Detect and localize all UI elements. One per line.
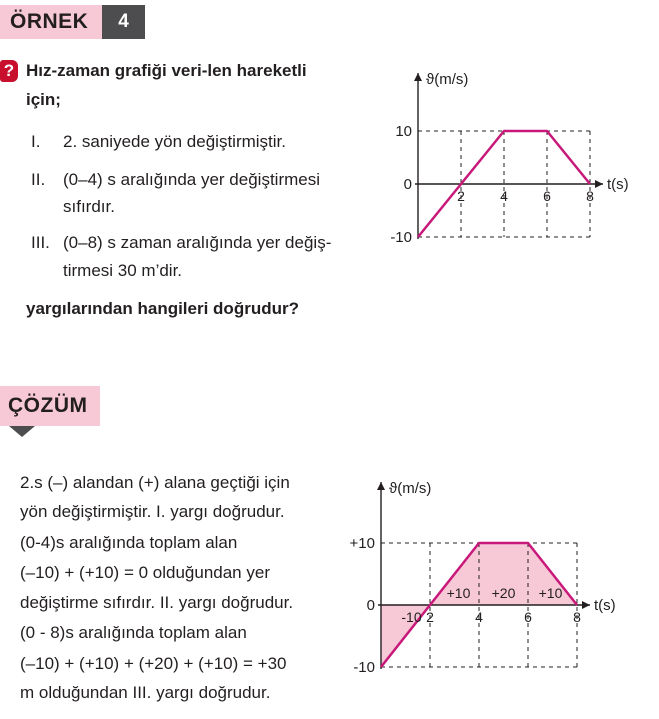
area-label: +20 [491,585,516,601]
item-1-text: 2. saniyede yön değiştirmiştir. [63,132,286,151]
solution-line-3: (0-4)s aralığında toplam alan [20,533,238,552]
x-tick-label: 4 [475,609,483,625]
x-tick-label: 8 [586,188,594,204]
item-3-number: III. [31,233,50,252]
area-label: -10 [401,609,422,625]
x-axis-arrow-icon [582,601,590,609]
item-2-text-line1: (0–4) s aralığında yer değiştirmesi [63,170,321,189]
y-tick-label: -10 [390,229,412,246]
x-axis-label: t(s) [594,597,616,614]
y-axis-label: ϑ(m/s) [426,71,469,88]
x-tick-label: 6 [524,609,532,625]
y-axis-label: ϑ(m/s) [389,480,432,497]
y-axis-arrow-icon [414,73,422,81]
item-3-text-line1: (0–8) s zaman aralığında yer değiş- [63,233,332,252]
y-tick-label: 0 [403,176,412,193]
solution-label: ÇÖZÜM [0,386,100,426]
y-tick-label: 0 [366,597,375,614]
x-axis-label: t(s) [607,176,629,193]
item-2-text-line2: sıfırdır. [63,197,115,216]
velocity-time-chart-question [385,65,655,255]
x-axis-arrow-icon [595,180,603,188]
y-tick-label: +10 [349,535,375,552]
question-icon: ? [0,60,18,82]
question-prompt: yargılarından hangileri doğrudur? [26,299,299,318]
velocity-time-chart-solution [345,475,650,675]
solution-line-4: (–10) + (+10) = 0 olduğundan yer [20,563,270,582]
x-tick-label: 2 [457,188,465,204]
x-tick-label: 2 [426,609,434,625]
item-2-number: II. [31,170,46,189]
solution-line-2: yön değiştirmiştir. I. yargı doğrudur. [20,502,285,521]
x-tick-label: 4 [500,188,508,204]
question-stem-line1: Hız-zaman grafiği veri-len hareketli [26,61,307,80]
down-arrow-icon [9,426,35,437]
x-tick-label: 8 [573,609,581,625]
example-number: 4 [102,5,145,39]
solution-line-8: m olduğundan III. yargı doğrudur. [20,683,271,702]
y-tick-label: 10 [395,123,412,140]
x-tick-label: 6 [543,188,551,204]
solution-line-6: (0 - 8)s aralığında toplam alan [20,623,247,642]
area-label: +10 [538,585,563,601]
y-tick-label: -10 [353,659,375,675]
item-1-number: I. [31,132,41,151]
item-3-text-line2: tirmesi 30 m’dir. [63,261,183,280]
example-label: ÖRNEK [0,5,102,39]
solution-line-7: (–10) + (+10) + (+20) + (+10) = +30 [20,654,287,673]
solution-line-1: 2.s (–) alandan (+) alana geçtiği için [20,473,290,492]
solution-line-5: değiştirme sıfırdır. II. yargı doğrudur. [20,593,294,612]
y-axis-arrow-icon [377,482,385,490]
area-label: +10 [446,585,471,601]
question-stem-line2: için; [26,90,61,109]
